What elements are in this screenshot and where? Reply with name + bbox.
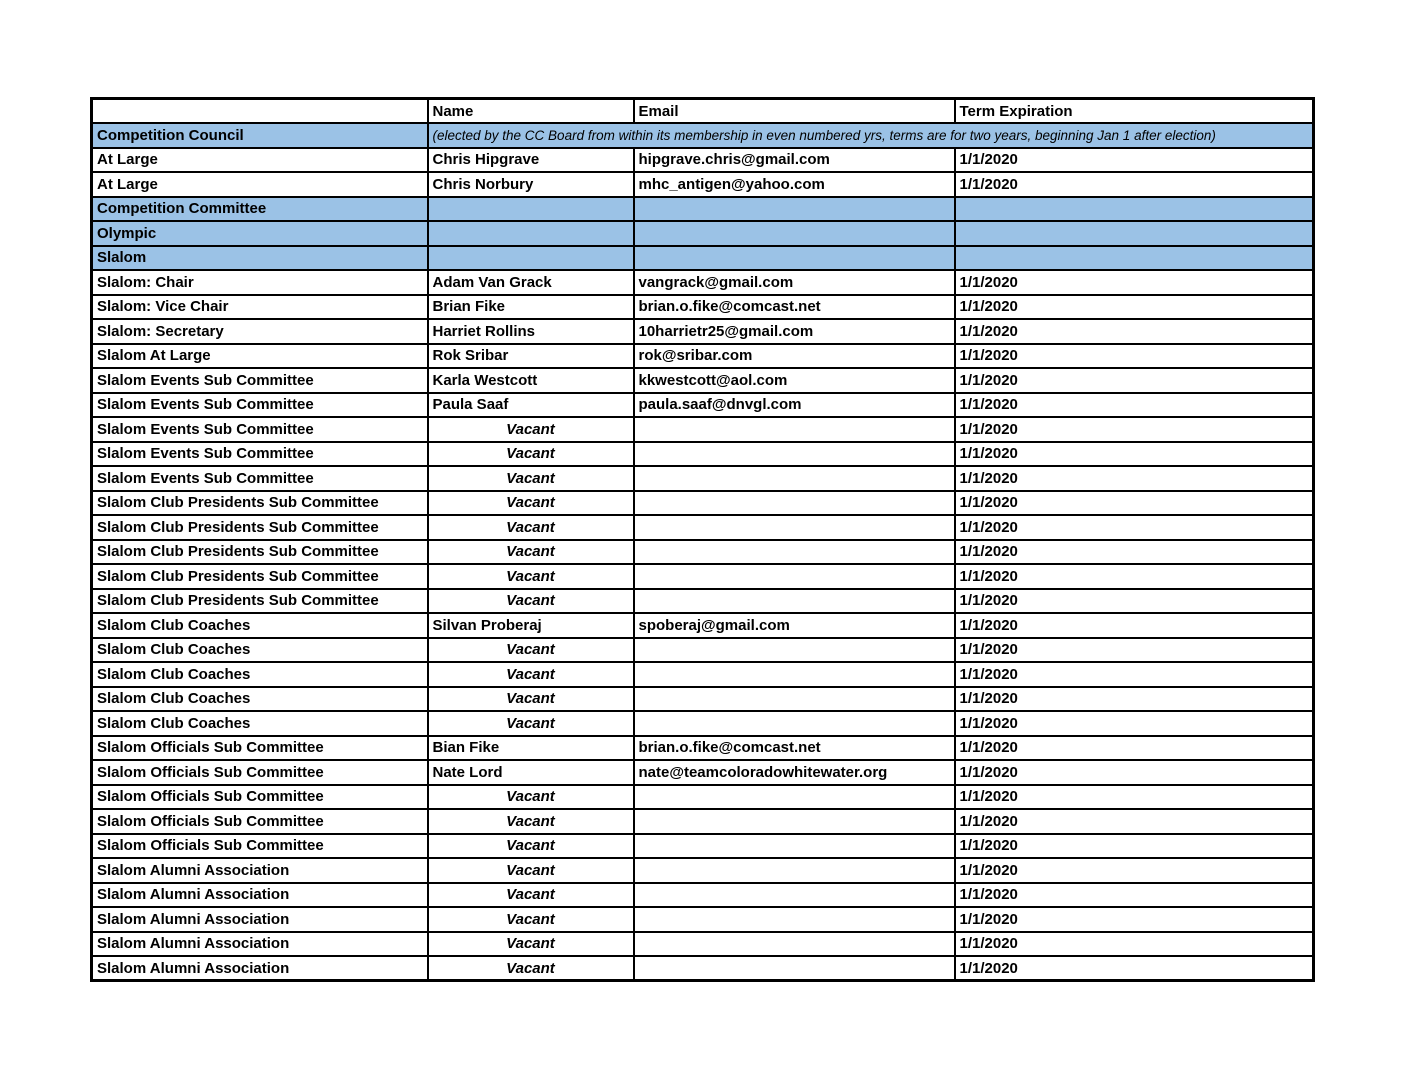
table-row [92,368,1314,393]
role-cell: Slalom Officials Sub Committee [92,736,428,761]
email-cell [634,442,955,467]
email-cell [634,662,955,687]
name-cell [428,197,634,222]
email-cell [634,932,955,957]
role-cell: Slalom Officials Sub Committee [92,785,428,810]
role-cell: Slalom Club Presidents Sub Committee [92,540,428,565]
name-cell: Vacant [428,956,634,981]
term-expiration-cell: 1/1/2020 [955,760,1314,785]
role-cell: Slalom Club Coaches [92,711,428,736]
role-cell: Slalom: Secretary [92,319,428,344]
table-body [92,123,1314,981]
role-cell: Slalom Alumni Association [92,956,428,981]
email-cell [634,834,955,859]
email-cell [634,883,955,908]
term-expiration-cell: 1/1/2020 [955,442,1314,467]
email-cell: vangrack@gmail.com [634,270,955,295]
email-cell [634,687,955,712]
email-cell [634,858,955,883]
council-note-cell: (elected by the CC Board from within its membership in even numbered yrs, terms are for two years, beginning Jan 1 after election) [428,123,1314,148]
table-row [92,442,1314,467]
email-cell [634,809,955,834]
email-cell: hipgrave.chris@gmail.com [634,148,955,173]
email-cell: paula.saaf@dnvgl.com [634,393,955,418]
role-cell: Slalom Club Coaches [92,662,428,687]
term-expiration-cell: 1/1/2020 [955,172,1314,197]
email-cell: brian.o.fike@comcast.net [634,295,955,320]
table-row [92,295,1314,320]
role-cell: Slalom Alumni Association [92,932,428,957]
role-cell: Slalom Club Presidents Sub Committee [92,515,428,540]
name-cell: Harriet Rollins [428,319,634,344]
table-row [92,760,1314,785]
term-expiration-cell: 1/1/2020 [955,589,1314,614]
email-cell [634,907,955,932]
table-row [92,956,1314,981]
table-row [92,564,1314,589]
name-cell: Paula Saaf [428,393,634,418]
name-cell: Vacant [428,564,634,589]
section-row [92,197,1314,222]
table-row [92,858,1314,883]
name-cell: Adam Van Grack [428,270,634,295]
role-cell: Slalom Club Coaches [92,613,428,638]
email-cell [634,515,955,540]
term-expiration-cell: 1/1/2020 [955,148,1314,173]
term-expiration-cell: 1/1/2020 [955,540,1314,565]
email-cell [634,785,955,810]
name-cell: Vacant [428,883,634,908]
term-expiration-cell: 1/1/2020 [955,785,1314,810]
term-expiration-cell: 1/1/2020 [955,319,1314,344]
name-cell: Vacant [428,662,634,687]
table-row [92,932,1314,957]
email-cell [634,221,955,246]
role-cell: Slalom Events Sub Committee [92,393,428,418]
table-row [92,466,1314,491]
header-email: Email [634,99,955,124]
table-row [92,589,1314,614]
table-row [92,417,1314,442]
email-cell: 10harrietr25@gmail.com [634,319,955,344]
table-row [92,907,1314,932]
term-expiration-cell: 1/1/2020 [955,809,1314,834]
term-expiration-cell: 1/1/2020 [955,515,1314,540]
table-row [92,319,1314,344]
name-cell: Vacant [428,711,634,736]
email-cell [634,711,955,736]
role-cell: Slalom: Chair [92,270,428,295]
email-cell [634,956,955,981]
role-cell: Olympic [92,221,428,246]
role-cell: Slalom Club Presidents Sub Committee [92,491,428,516]
term-expiration-cell: 1/1/2020 [955,417,1314,442]
email-cell [634,466,955,491]
section-row [92,246,1314,271]
term-expiration-cell: 1/1/2020 [955,858,1314,883]
email-cell [634,491,955,516]
term-expiration-cell: 1/1/2020 [955,564,1314,589]
role-cell: Slalom Club Presidents Sub Committee [92,564,428,589]
name-cell: Vacant [428,638,634,663]
email-cell [634,638,955,663]
name-cell [428,221,634,246]
email-cell [634,246,955,271]
table-row [92,148,1314,173]
section-row [92,123,1314,148]
term-expiration-cell: 1/1/2020 [955,638,1314,663]
table-row [92,613,1314,638]
term-expiration-cell: 1/1/2020 [955,295,1314,320]
name-cell: Rok Sribar [428,344,634,369]
term-expiration-cell: 1/1/2020 [955,393,1314,418]
name-cell: Chris Hipgrave [428,148,634,173]
role-cell: Slalom Club Presidents Sub Committee [92,589,428,614]
table-row [92,687,1314,712]
table-row [92,834,1314,859]
term-expiration-cell [955,197,1314,222]
role-cell: Slalom Officials Sub Committee [92,760,428,785]
role-cell: Slalom Club Coaches [92,687,428,712]
email-cell: kkwestcott@aol.com [634,368,955,393]
name-cell: Vacant [428,442,634,467]
table-row [92,515,1314,540]
header-term-expiration: Term Expiration [955,99,1314,124]
header-role [92,99,428,124]
header-name: Name [428,99,634,124]
role-cell: Slalom Events Sub Committee [92,466,428,491]
table-row [92,711,1314,736]
role-cell: Slalom Events Sub Committee [92,417,428,442]
role-cell: Slalom [92,246,428,271]
name-cell: Vacant [428,491,634,516]
role-cell: Slalom Officials Sub Committee [92,834,428,859]
email-cell: rok@sribar.com [634,344,955,369]
table-row [92,736,1314,761]
term-expiration-cell: 1/1/2020 [955,883,1314,908]
term-expiration-cell: 1/1/2020 [955,932,1314,957]
name-cell [428,246,634,271]
table-row [92,785,1314,810]
name-cell: Vacant [428,809,634,834]
term-expiration-cell: 1/1/2020 [955,907,1314,932]
name-cell: Vacant [428,466,634,491]
term-expiration-cell: 1/1/2020 [955,613,1314,638]
name-cell: Vacant [428,907,634,932]
term-expiration-cell: 1/1/2020 [955,344,1314,369]
term-expiration-cell: 1/1/2020 [955,711,1314,736]
term-expiration-cell: 1/1/2020 [955,270,1314,295]
name-cell: Vacant [428,417,634,442]
name-cell: Vacant [428,687,634,712]
term-expiration-cell [955,246,1314,271]
table-row [92,662,1314,687]
email-cell: spoberaj@gmail.com [634,613,955,638]
term-expiration-cell [955,221,1314,246]
table-row [92,883,1314,908]
name-cell: Bian Fike [428,736,634,761]
email-cell: brian.o.fike@comcast.net [634,736,955,761]
role-cell: Slalom Alumni Association [92,858,428,883]
table-row [92,172,1314,197]
table-row [92,491,1314,516]
email-cell: nate@teamcoloradowhitewater.org [634,760,955,785]
email-cell [634,540,955,565]
role-cell: Slalom Events Sub Committee [92,368,428,393]
name-cell: Chris Norbury [428,172,634,197]
table-row [92,540,1314,565]
role-cell: Slalom: Vice Chair [92,295,428,320]
committee-roster-table [90,97,1315,982]
section-row [92,221,1314,246]
name-cell: Vacant [428,834,634,859]
email-cell [634,417,955,442]
role-cell: Competition Committee [92,197,428,222]
role-cell: At Large [92,148,428,173]
table-row [92,270,1314,295]
role-cell: Slalom Alumni Association [92,907,428,932]
email-cell: mhc_antigen@yahoo.com [634,172,955,197]
name-cell: Brian Fike [428,295,634,320]
name-cell: Vacant [428,785,634,810]
name-cell: Nate Lord [428,760,634,785]
role-cell: Slalom At Large [92,344,428,369]
name-cell: Silvan Proberaj [428,613,634,638]
table-row [92,809,1314,834]
term-expiration-cell: 1/1/2020 [955,736,1314,761]
name-cell: Vacant [428,589,634,614]
term-expiration-cell: 1/1/2020 [955,368,1314,393]
email-cell [634,589,955,614]
term-expiration-cell: 1/1/2020 [955,834,1314,859]
table-row [92,344,1314,369]
name-cell: Vacant [428,932,634,957]
name-cell: Vacant [428,515,634,540]
role-cell: Slalom Club Coaches [92,638,428,663]
role-cell: Slalom Alumni Association [92,883,428,908]
table-row [92,638,1314,663]
role-cell: Slalom Officials Sub Committee [92,809,428,834]
header-row [92,99,1314,124]
term-expiration-cell: 1/1/2020 [955,662,1314,687]
name-cell: Karla Westcott [428,368,634,393]
role-cell: At Large [92,172,428,197]
spreadsheet-page [90,97,1315,982]
name-cell: Vacant [428,540,634,565]
term-expiration-cell: 1/1/2020 [955,687,1314,712]
role-cell: Slalom Events Sub Committee [92,442,428,467]
table-row [92,393,1314,418]
term-expiration-cell: 1/1/2020 [955,491,1314,516]
name-cell: Vacant [428,858,634,883]
email-cell [634,564,955,589]
role-cell: Competition Council [92,123,428,148]
term-expiration-cell: 1/1/2020 [955,956,1314,981]
term-expiration-cell: 1/1/2020 [955,466,1314,491]
email-cell [634,197,955,222]
